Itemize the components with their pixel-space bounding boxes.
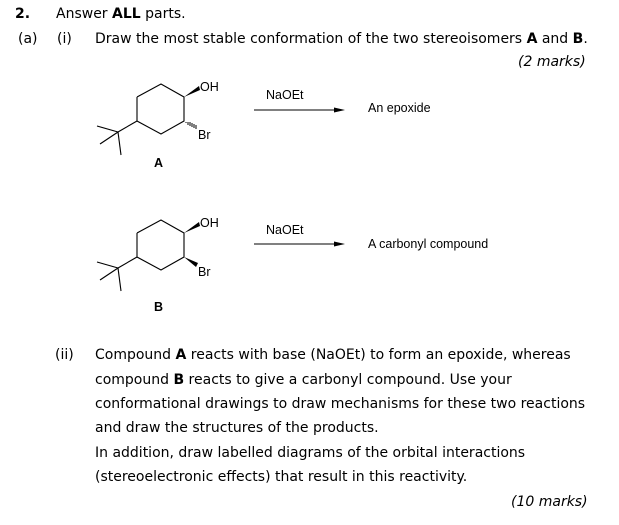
part-ii-line-2 <box>95 372 512 389</box>
line1-a: A <box>175 347 187 363</box>
marks-ii: (10 marks) <box>511 494 588 510</box>
instruction-end: . <box>583 31 588 47</box>
compound-a-br-hash <box>186 122 196 129</box>
compound-b-tbu-methyl-2 <box>100 268 118 280</box>
intro-bold: ALL <box>112 6 141 22</box>
product-a: An epoxide <box>368 101 431 115</box>
reaction-arrow-b <box>254 242 345 247</box>
compound-b-tbu-methyl-3 <box>118 268 121 291</box>
compound-b-br-label: Br <box>198 265 211 279</box>
compound-a-tbu-bond <box>118 121 137 132</box>
compound-a-br-label: Br <box>198 128 211 142</box>
compound-a-label: A <box>154 156 164 170</box>
line2-b: B <box>173 372 185 388</box>
part-ii-line-4: and draw the structures of the products. <box>95 420 379 436</box>
compound-a-structure <box>97 84 184 155</box>
marks-i: (2 marks) <box>518 54 586 70</box>
line2-pre: compound <box>95 372 174 388</box>
intro-prefix: Answer <box>56 6 113 22</box>
sub-i-label: (i) <box>57 31 72 47</box>
part-a-label: (a) <box>18 31 38 47</box>
line1-pre: Compound <box>95 347 176 363</box>
part-ii-line-1 <box>95 347 571 364</box>
compound-b-br-wedge <box>184 257 198 267</box>
sub-ii-label: (ii) <box>55 347 74 363</box>
intro-suffix: parts. <box>140 6 186 22</box>
compound-b-oh-wedge <box>184 222 200 233</box>
instruction-prefix: Draw the most stable conformation of the two stereoisomers <box>95 31 527 47</box>
line1-post: reacts with base (NaOEt) to form an epoxide, whereas <box>186 347 571 363</box>
compound-b-tbu-bond <box>118 257 137 268</box>
reaction-arrow-a <box>254 108 345 113</box>
reagent-a: NaOEt <box>266 88 304 102</box>
compound-a-tbu-methyl-1 <box>97 126 118 132</box>
product-b: A carbonyl compound <box>368 237 489 251</box>
part-ii-line-5: In addition, draw labelled diagrams of the orbital interactions <box>95 445 526 461</box>
compound-a-oh-wedge <box>184 86 200 97</box>
compound-a-ring <box>137 84 184 134</box>
compound-b-label: B <box>154 300 164 314</box>
part-ii-line-6: (stereoelectronic effects) that result in this reactivity. <box>95 469 468 485</box>
compound-b-structure <box>97 220 184 291</box>
compound-b-tbu-methyl-1 <box>97 262 118 268</box>
question-number: 2. <box>15 6 31 22</box>
compound-a-oh-label: OH <box>200 80 219 94</box>
reagent-b: NaOEt <box>266 223 304 237</box>
instruction-and: and <box>537 31 573 47</box>
compound-b-oh-label: OH <box>200 216 219 230</box>
compound-b-ring <box>137 220 184 270</box>
compound-a-tbu-methyl-2 <box>100 132 118 144</box>
part-ii-line-3: conformational drawings to draw mechanisms for these two reactions <box>95 396 586 412</box>
instruction-b: B <box>572 31 584 47</box>
line2-post: reacts to give a carbonyl compound. Use your <box>184 372 512 388</box>
instruction-a: A <box>526 31 538 47</box>
compound-a-tbu-methyl-3 <box>118 132 121 155</box>
